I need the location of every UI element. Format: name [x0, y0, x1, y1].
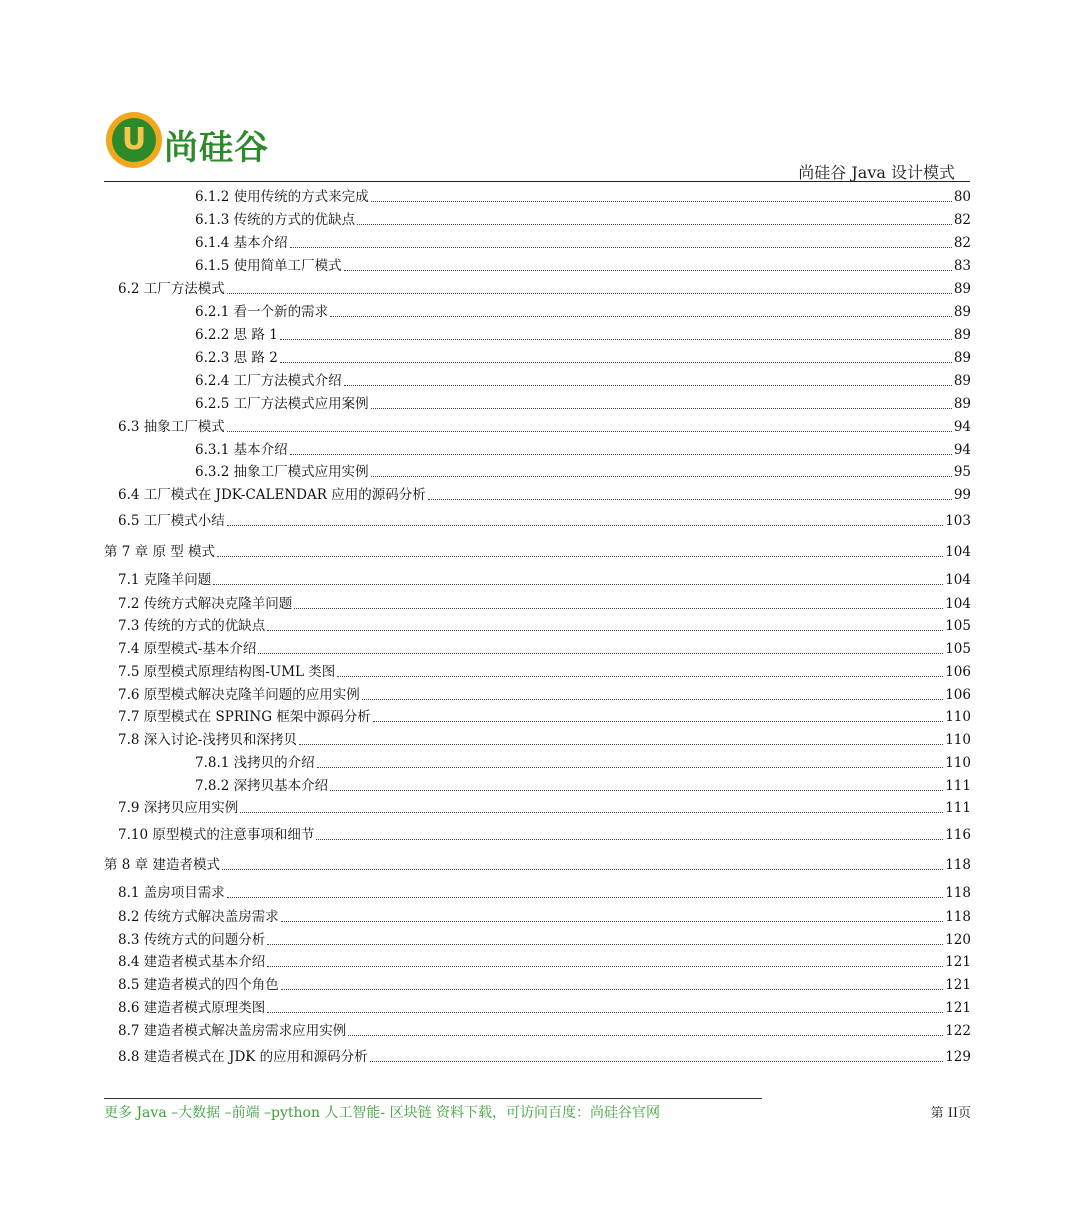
toc-entry-label: 8.6 建造者模式原理类图 [118, 1000, 266, 1016]
toc-leader-dots [280, 339, 952, 340]
toc-leader-dots [317, 767, 944, 768]
toc-leader-dots [337, 676, 943, 677]
toc-entry[interactable] [118, 418, 971, 436]
toc-entry-page: 89 [953, 304, 971, 320]
toc-entry[interactable] [118, 486, 971, 504]
toc-entry[interactable] [195, 303, 971, 321]
toc-entry-page: 99 [953, 487, 971, 503]
toc-entry-page: 95 [953, 464, 971, 480]
toc-entry-label: 7.10 原型模式的注意事项和细节 [118, 827, 315, 843]
toc-entry-page: 89 [953, 350, 971, 366]
toc-entry-label: 8.2 传统方式解决盖房需求 [118, 909, 279, 925]
toc-entry-label: 6.2.1 看一个新的需求 [195, 304, 329, 320]
toc-entry[interactable] [195, 188, 971, 206]
toc-leader-dots [281, 989, 943, 990]
toc-entry-page: 111 [945, 778, 971, 794]
toc-leader-dots [227, 293, 952, 294]
toc-entry-label: 7.6 原型模式解决克隆羊问题的应用实例 [118, 687, 360, 703]
toc-entry[interactable] [118, 512, 971, 530]
toc-entry-label: 7.2 传统方式解决克隆羊问题 [118, 596, 293, 612]
toc-entry-label: 8.8 建造者模式在 JDK 的应用和源码分析 [118, 1049, 368, 1065]
toc-leader-dots [227, 525, 943, 526]
toc-entry[interactable] [118, 595, 971, 613]
toc-entry-page: 94 [953, 419, 971, 435]
toc-leader-dots [344, 270, 952, 271]
toc-entry[interactable] [118, 976, 971, 994]
toc-entry-page: 110 [945, 709, 971, 725]
toc-entry-label: 6.4 工厂模式在 JDK-CALENDAR 应用的源码分析 [118, 487, 426, 503]
toc-entry-page: 82 [953, 212, 971, 228]
toc-leader-dots [373, 721, 943, 722]
toc-entry-page: 118 [945, 885, 971, 901]
toc-entry[interactable] [195, 257, 971, 275]
toc-entry[interactable] [195, 211, 971, 229]
toc-leader-dots [280, 362, 952, 363]
toc-entry-page: 82 [953, 235, 971, 251]
toc-entry-label: 6.1.3 传统的方式的优缺点 [195, 212, 356, 228]
toc-entry-label: 6.5 工厂模式小结 [118, 513, 225, 529]
toc-entry-page: 80 [953, 189, 971, 205]
toc-entry[interactable] [195, 326, 971, 344]
toc-leader-dots [290, 454, 952, 455]
toc-entry-label: 7.3 传统的方式的优缺点 [118, 618, 266, 634]
toc-leader-dots [371, 476, 952, 477]
toc-leader-dots [330, 790, 943, 791]
toc-leader-dots [227, 431, 952, 432]
toc-leader-dots [290, 247, 952, 248]
toc-entry-label: 7.9 深拷贝应用实例 [118, 800, 239, 816]
toc-leader-dots [299, 744, 943, 745]
toc-leader-dots [281, 921, 943, 922]
toc-entry[interactable] [118, 708, 971, 726]
footer-text: 更多 Java –大数据 –前端 –python 人工智能- 区块链 资料下载，可访问百度：尚硅谷官网 [104, 1105, 661, 1121]
toc-entry-label: 8.3 传统方式的问题分析 [118, 932, 266, 948]
toc-leader-dots [217, 556, 943, 557]
header-title: 尚硅谷 Java 设计模式 [798, 163, 955, 182]
toc-entry-label: 8.5 建造者模式的四个角色 [118, 977, 279, 993]
toc-entry-label: 6.3 抽象工厂模式 [118, 419, 225, 435]
page-number: 第 II页 [930, 1106, 971, 1121]
toc-leader-dots [330, 316, 952, 317]
toc-entry-page: 121 [945, 977, 971, 993]
toc-entry-page: 94 [953, 442, 971, 458]
toc-entry-page: 129 [945, 1049, 971, 1065]
toc-leader-dots [267, 630, 943, 631]
toc-entry-page: 106 [945, 664, 971, 680]
toc-leader-dots [258, 653, 943, 654]
logo-letter: U [121, 122, 147, 157]
toc-entry[interactable] [118, 640, 971, 658]
toc-entry-page: 111 [945, 800, 971, 816]
toc-entry[interactable] [195, 754, 971, 772]
toc-entry[interactable] [195, 395, 971, 413]
footer-divider [104, 1098, 762, 1099]
toc-entry[interactable] [195, 441, 971, 459]
toc-entry-page: 110 [945, 755, 971, 771]
toc-entry-label: 8.4 建造者模式基本介绍 [118, 954, 266, 970]
toc-leader-dots [348, 1035, 943, 1036]
toc-entry-page: 106 [945, 687, 971, 703]
toc-entry-label: 8.7 建造者模式解决盖房需求应用实例 [118, 1023, 347, 1039]
toc-entry-page: 89 [953, 373, 971, 389]
toc-leader-dots [370, 1061, 944, 1062]
toc-entry[interactable] [118, 1022, 971, 1040]
toc-entry[interactable] [118, 999, 971, 1017]
toc-leader-dots [316, 839, 943, 840]
toc-entry[interactable] [118, 826, 971, 844]
toc-entry-label: 7.1 克隆羊问题 [118, 572, 212, 588]
toc-entry[interactable] [195, 372, 971, 390]
toc-leader-dots [371, 201, 952, 202]
toc-entry-page: 120 [945, 932, 971, 948]
toc-entry-label: 第 7 章 原 型 模式 [104, 544, 216, 560]
toc-entry-page: 121 [945, 1000, 971, 1016]
toc-entry-page: 83 [953, 258, 971, 274]
logo-text: 尚硅谷 [164, 128, 269, 168]
toc-entry[interactable] [195, 349, 971, 367]
toc-leader-dots [240, 812, 943, 813]
toc-entry-page: 110 [945, 732, 971, 748]
toc-entry-page: 116 [945, 827, 971, 843]
toc-entry-label: 6.2.2 思 路 1 [195, 327, 278, 343]
toc-entry[interactable] [118, 686, 971, 704]
toc-leader-dots [294, 608, 943, 609]
toc-entry-page: 89 [953, 327, 971, 343]
toc-entry-page: 121 [945, 954, 971, 970]
toc-entry[interactable] [118, 280, 971, 298]
toc-entry-label: 8.1 盖房项目需求 [118, 885, 225, 901]
toc-entry-label: 7.5 原型模式原理结构图-UML 类图 [118, 664, 336, 680]
toc-entry-label: 7.7 原型模式在 SPRING 框架中源码分析 [118, 709, 371, 725]
toc-entry-label: 第 8 章 建造者模式 [104, 857, 220, 873]
toc-entry-label: 6.2.5 工厂方法模式应用案例 [195, 396, 369, 412]
toc-entry-page: 104 [945, 596, 971, 612]
toc-entry[interactable] [104, 543, 971, 561]
toc-entry[interactable] [118, 908, 971, 926]
toc-entry-page: 104 [945, 572, 971, 588]
toc-entry-label: 6.2.3 思 路 2 [195, 350, 278, 366]
toc-entry-label: 7.8.1 浅拷贝的介绍 [195, 755, 315, 771]
toc-entry[interactable] [118, 571, 971, 589]
toc-entry[interactable] [118, 799, 971, 817]
toc-entry[interactable] [118, 884, 971, 902]
toc-entry[interactable] [118, 663, 971, 681]
toc-entry-page: 103 [945, 513, 971, 529]
toc-entry-page: 122 [945, 1023, 971, 1039]
toc-entry-label: 7.4 原型模式-基本介绍 [118, 641, 257, 657]
toc-leader-dots [357, 224, 952, 225]
toc-leader-dots [222, 869, 943, 870]
toc-entry-page: 89 [953, 396, 971, 412]
toc-entry[interactable] [118, 731, 971, 749]
toc-entry-page: 118 [945, 909, 971, 925]
toc-entry[interactable] [195, 777, 971, 795]
toc-entry-page: 118 [945, 857, 971, 873]
toc-leader-dots [344, 385, 952, 386]
toc-entry-label: 6.2.4 工厂方法模式介绍 [195, 373, 342, 389]
toc-entry-label: 6.2 工厂方法模式 [118, 281, 225, 297]
toc-entry-label: 6.1.2 使用传统的方式来完成 [195, 189, 369, 205]
toc-entry-label: 6.3.1 基本介绍 [195, 442, 288, 458]
toc-entry-page: 105 [945, 618, 971, 634]
toc-entry-label: 6.1.4 基本介绍 [195, 235, 288, 251]
header-divider [104, 181, 970, 182]
toc-entry[interactable] [195, 463, 971, 481]
toc-entry-page: 89 [953, 281, 971, 297]
toc-entry[interactable] [104, 856, 971, 874]
toc-leader-dots [362, 699, 943, 700]
toc-leader-dots [213, 584, 943, 585]
toc-entry[interactable] [118, 953, 971, 971]
toc-entry-label: 7.8 深入讨论-浅拷贝和深拷贝 [118, 732, 297, 748]
toc-entry-label: 7.8.2 深拷贝基本介绍 [195, 778, 329, 794]
toc-entry[interactable] [118, 617, 971, 635]
toc-entry[interactable] [118, 1048, 971, 1066]
toc-leader-dots [371, 408, 952, 409]
toc-entry-label: 6.3.2 抽象工厂模式应用实例 [195, 464, 369, 480]
toc-entry[interactable] [118, 931, 971, 949]
toc-leader-dots [227, 897, 943, 898]
toc-leader-dots [428, 499, 952, 500]
toc-entry[interactable] [195, 234, 971, 252]
logo [106, 110, 306, 174]
toc-entry-label: 6.1.5 使用简单工厂模式 [195, 258, 342, 274]
toc-leader-dots [267, 944, 943, 945]
toc-leader-dots [267, 1012, 943, 1013]
toc-entry-page: 104 [945, 544, 971, 560]
toc-leader-dots [267, 966, 943, 967]
toc-entry-page: 105 [945, 641, 971, 657]
